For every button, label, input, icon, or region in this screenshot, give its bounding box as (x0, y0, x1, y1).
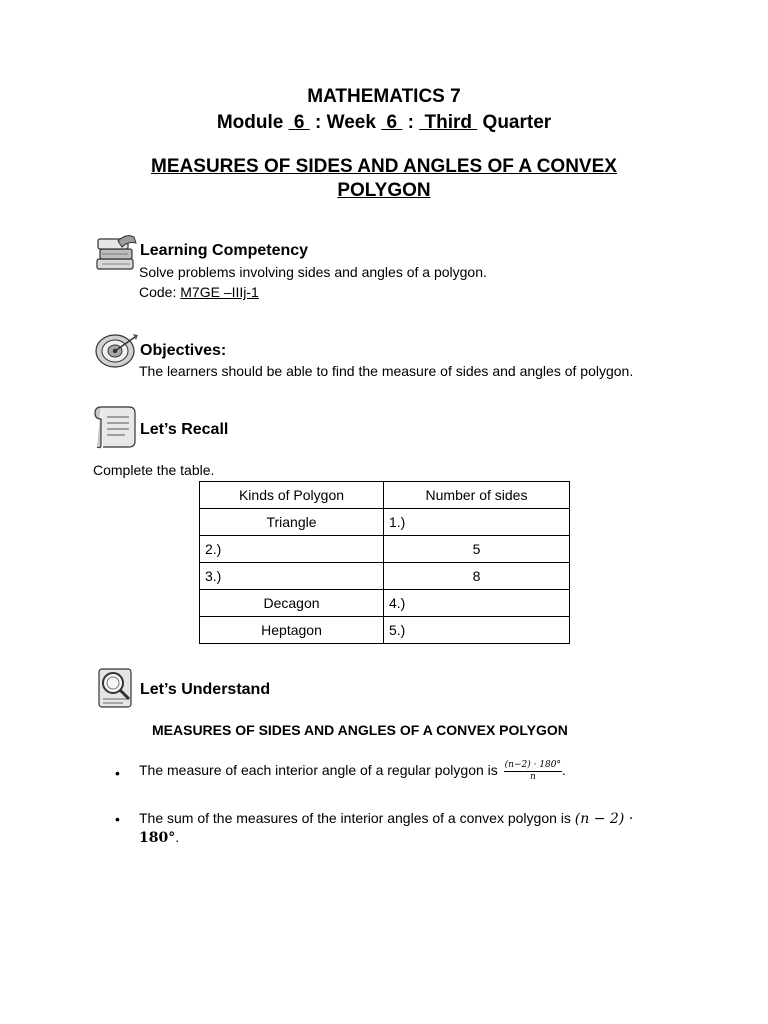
bullet2-text: The sum of the measures of the interior angles of a convex polygon is (139, 810, 571, 826)
table-header-row (200, 482, 570, 509)
table-cell-polygon: Triangle (200, 509, 384, 536)
header-kinds: Kinds of Polygon (200, 482, 384, 509)
table-cell-sides[interactable]: 4.) (384, 590, 570, 617)
table-cell-polygon: Decagon (200, 590, 384, 617)
week-number: 6 (381, 112, 403, 133)
fraction-denominator: n (529, 772, 536, 782)
interior-angle-fraction (504, 760, 562, 783)
week-label: : Week (315, 112, 376, 133)
books-icon (94, 231, 140, 273)
table-cell-polygon[interactable]: 2.) (200, 536, 384, 563)
lesson-title: MEASURES OF SIDES AND ANGLES OF A CONVEX POLYGON (151, 156, 617, 201)
table-cell-polygon: Heptagon (200, 617, 384, 644)
understand-subtitle: MEASURES OF SIDES AND ANGLES OF A CONVEX POLYGON (152, 722, 568, 738)
bullet-angle-sum (139, 809, 699, 847)
table-row (200, 617, 570, 644)
table-row (200, 536, 570, 563)
quarter-separator: : (407, 112, 414, 133)
bullet-icon: • (115, 811, 120, 827)
quarter-value: Third (419, 112, 478, 133)
table-row (200, 563, 570, 590)
header-sides: Number of sides (384, 482, 570, 509)
understand-heading: Let’s Understand (140, 681, 271, 698)
quarter-label: Quarter (482, 112, 552, 133)
magnifier-document-icon (93, 665, 139, 711)
recall-heading: Let’s Recall (140, 421, 229, 438)
table-cell-polygon[interactable]: 3.) (200, 563, 384, 590)
module-line (0, 112, 768, 134)
competency-heading: Learning Competency (140, 242, 309, 259)
bullet1-end: . (562, 762, 566, 779)
bullet2-end: . (175, 829, 180, 845)
table-cell-sides[interactable]: 5.) (384, 617, 570, 644)
table-cell-sides: 5 (384, 536, 570, 563)
bullet2-formula-degrees: 180° (139, 830, 176, 846)
bullet-interior-angle (139, 760, 566, 783)
table-row (200, 509, 570, 536)
objectives-heading: Objectives: (140, 342, 227, 359)
target-icon (93, 331, 139, 371)
objectives-text: The learners should be able to find the measure of sides and angles of polygon. (139, 363, 634, 379)
bullet-icon: • (115, 765, 120, 781)
competency-text: Solve problems involving sides and angles of a polygon. (139, 264, 487, 280)
polygon-table (199, 481, 570, 644)
competency-code: M7GE –IIIj-1 (180, 284, 259, 300)
module-label: Module (216, 112, 284, 133)
code-label: Code: (139, 284, 177, 300)
fraction-numerator: (n−2) · 180° (504, 760, 562, 770)
table-cell-sides: 8 (384, 563, 570, 590)
bullet2-formula: (n − 2) · (574, 811, 634, 827)
competency-code-line (139, 283, 259, 301)
table-row (200, 590, 570, 617)
table-cell-sides[interactable]: 1.) (384, 509, 570, 536)
recall-instruction: Complete the table. (93, 462, 215, 478)
scroll-icon (93, 403, 139, 449)
subject-title: MATHEMATICS 7 (307, 86, 461, 107)
bullet1-text: The measure of each interior angle of a regular polygon is (139, 762, 498, 779)
module-number: 6 (288, 112, 310, 133)
